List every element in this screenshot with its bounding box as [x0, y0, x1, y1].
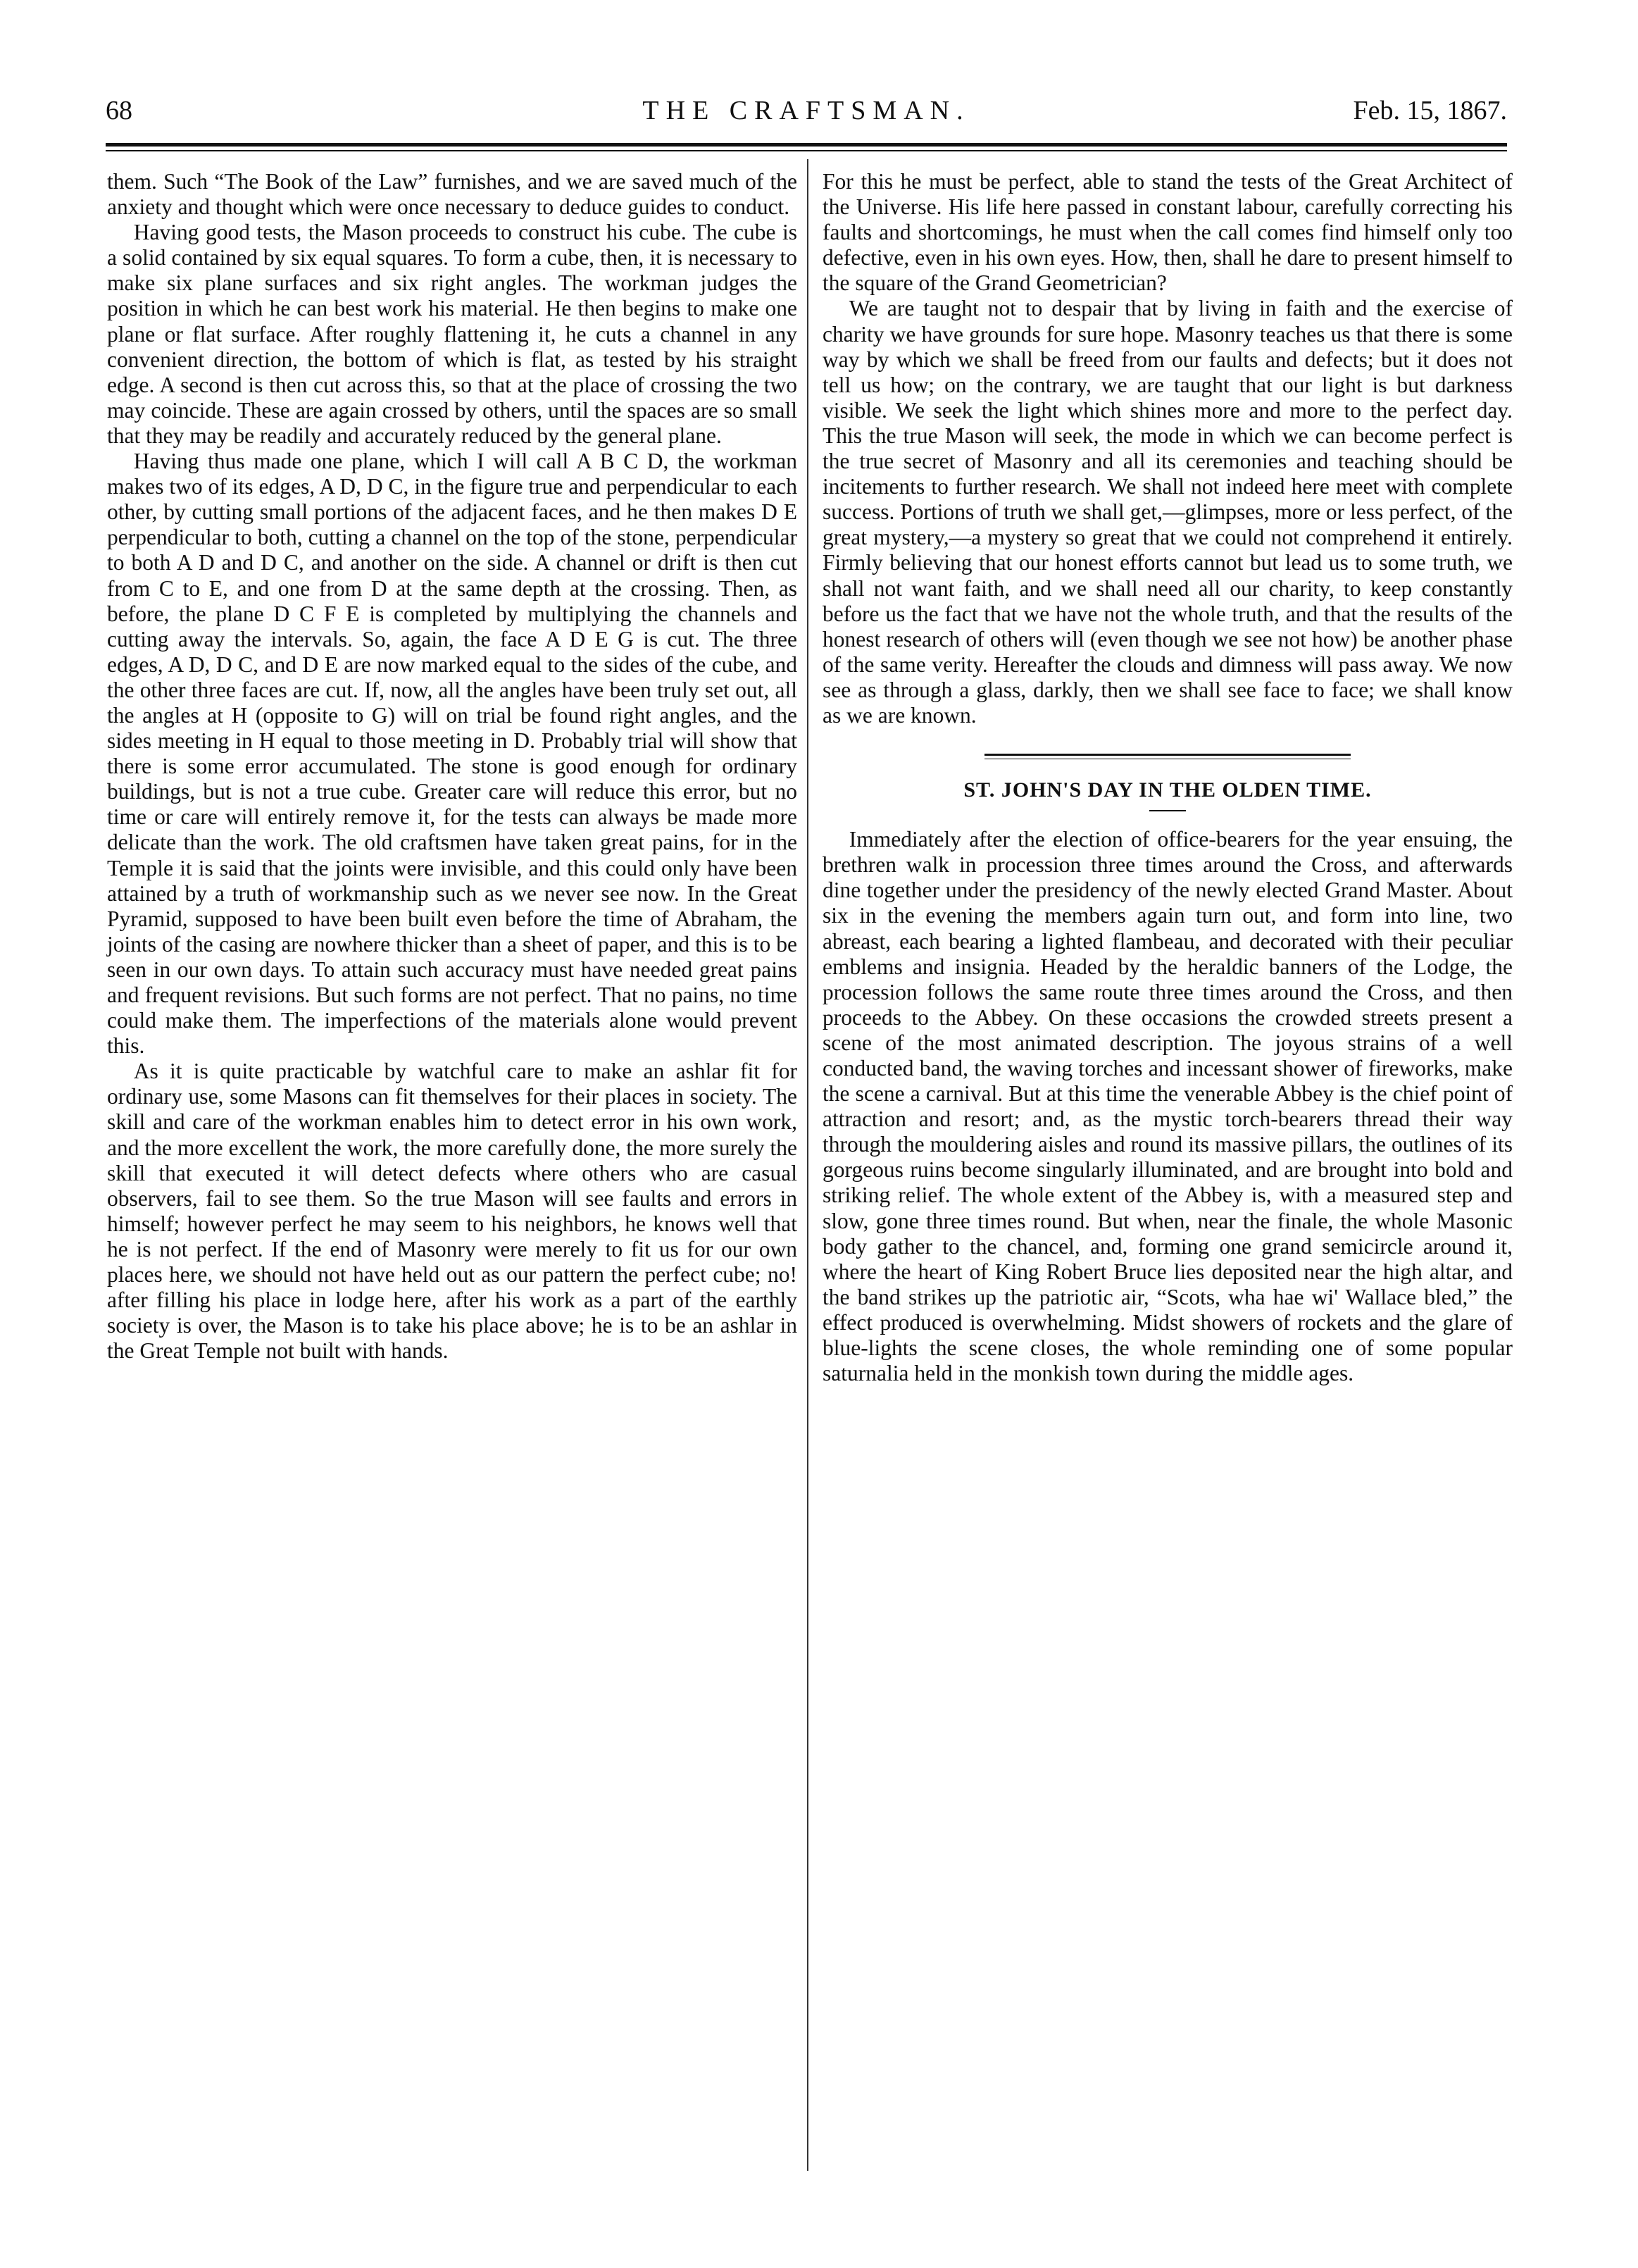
left-column	[107, 169, 797, 1364]
right-column	[823, 169, 1513, 1386]
left-paragraph-4: As it is quite practicable by watchful care to make an ashlar fit for ordinary use, some Masons can fit themselves for their places in society. The skill and care of the workman enables him to detect error in his own work, and the more excellent the work, the more carefully done, the more surely the skill that executed it will detect defects where others who are casual observers, fail to see them. So the true Mason will see faults and errors in himself; however perfect he may seem to his neighbors, he knows well that he is not perfect. If the end of Masonry were merely to fit us for our own places here, we should not have held out as our pattern the perfect cube; no! after filling his place in lodge here, after his work as a part of the earthly society is over, the Mason is to take his place above; he is to be an ashlar in the Great Temple not built with hands.	[107, 1059, 797, 1364]
left-paragraph-3: Having thus made one plane, which I will call A B C D, the workman makes two of its edges, A D, D C, in the figure true and perpendicular to each other, by cutting small portions of the adjacent faces, and he then makes D E perpendicular to both, cutting a channel on the top of the stone, perpendicular to both A D and D C, and another on the side. A channel or drift is then cut from C to E, and one from D at the same depth at the crossing. Then, as before, the plane D C F E is completed by multiplying the channels and cutting away the intervals. So, again, the face A D E G is cut. The three edges, A D, D C, and D E are now marked equal to the sides of the cube, and the other three faces are cut. If, now, all the angles have been truly set out, all the angles at H (opposite to G) will on trial be found right angles, and the sides meeting in H equal to those meeting in D. Probably trial will show that there is some error accumulated. The stone is good enough for ordinary buildings, but is not a true cube. Greater care will reduce this error, but no time or care will entirely remove it, for the tests can always be made more delicate than the work. The old craftsmen have taken great pains, for in the Temple it is said that the joints were invisible, and this could only have been attained by a truth of workmanship such as we never see now. In the Great Pyramid, supposed to have been built even before the time of Abraham, the joints of the casing are nowhere thicker than a sheet of paper, and this is to be seen in our own days. To attain such accuracy must have needed great pains and frequent revisions. But such forms are not perfect. That no pains, no time could make them. The imperfections of the materials alone would prevent this.	[107, 449, 797, 1059]
page-header	[106, 95, 1507, 137]
heading-dash	[1149, 810, 1186, 811]
right-paragraph-1: For this he must be perfect, able to stand the tests of the Great Architect of the Universe. His life here passed in constant labour, carefully correcting his faults and shortcomings, he must when the call comes find himself only too defective, even in his own eyes. How, then, shall he dare to present himself to the square of the Grand Geometrician?	[823, 169, 1513, 296]
section-heading: ST. JOHN'S DAY IN THE OLDEN TIME.	[963, 778, 1372, 802]
section-paragraph-1: Immediately after the election of office-bearers for the year ensuing, the brethren walk in procession three times around the Cross, and afterwards dine together under the presidency of the newly elected Grand Master. About six in the evening the members again turn out, and form into line, two abreast, each bearing a lighted flambeau, and decorated with their peculiar emblems and insignia. Headed by the heraldic banners of the Lodge, the procession follows the same route three times around the Cross, and then proceeds to the Abbey. On these occasions the crowded streets present a scene of the most animated description. The joyous strains of a well conducted band, the waving torches and incessant shower of fireworks, make the scene a carnival. But at this time the venerable Abbey is the chief point of attraction and resort; and, as the mystic torch-bearers thread their way through the mouldering aisles and round its massive pillars, the outlines of its gorgeous ruins become singularly illuminated, and are brought into bold and striking relief. The whole extent of the Abbey is, with a measured step and slow, gone three times round. But when, near the finale, the whole Masonic body gather to the chancel, and, forming one grand semicircle around it, where the heart of King Robert Bruce lies deposited near the high altar, and the band strikes up the patriotic air, “Scots, wha hae wi' Wallace bled,” the effect produced is overwhelming. Midst showers of rockets and the glare of blue-lights the scene closes, the whole reminding one of some popular saturnalia held in the monkish town during the middle ages.	[823, 827, 1513, 1386]
column-divider	[807, 159, 808, 2171]
running-title: THE CRAFTSMAN.	[642, 96, 970, 125]
header-rule-thick	[106, 143, 1507, 147]
right-paragraph-2: We are taught not to despair that by living in faith and the exercise of charity we have grounds for sure hope. Masonry teaches us that there is some way by which we shall be freed from our faults and defects; but it does not tell us how; on the contrary, we are taught that our light is but darkness visible. We seek the light which shines more and more to the perfect day. This the true Mason will seek, the mode in which we can become perfect is the true secret of Masonry and all its ceremonies and teaching should be incitements to further research. We shall not indeed here meet with complete success. Portions of truth we shall get,—glimpses, more or less perfect, of the great mystery,—a mystery so great that we could not comprehend it entirely. Firmly believing that our honest efforts cannot but lead us to some truth, we shall not want faith, and we shall need all our charity, to keep constantly before us the fact that we have not the whole truth, and that the results of the honest research of others will (even though we see not how) be another phase of the same verity. Hereafter the clouds and dimness will pass away. We now see as through a glass, darkly, then we shall see face to face; we shall know as we are known.	[823, 296, 1513, 728]
left-paragraph-1: them. Such “The Book of the Law” furnishes, and we are saved much of the anxiety and thought which were once necessary to deduce guides to conduct.	[107, 169, 797, 220]
page-number: 68	[106, 96, 132, 125]
header-rule-thin	[106, 150, 1507, 151]
section-separator-rule	[984, 754, 1351, 759]
left-paragraph-2: Having good tests, the Mason proceeds to construct his cube. The cube is a solid contained by six equal squares. To form a cube, then, it is necessary to make six plane surfaces and six right angles. The workman judges the position in which he can best work his material. He then begins to make one plane or flat surface. After roughly flattening it, he cuts a channel in any convenient direction, the bottom of which is flat, as tested by his straight edge. A second is then cut across this, so that at the place of crossing the two may coincide. These are again crossed by others, until the spaces are so small that they may be readily and accurately reduced by the general plane.	[107, 220, 797, 448]
issue-date: Feb. 15, 1867.	[1353, 96, 1507, 125]
